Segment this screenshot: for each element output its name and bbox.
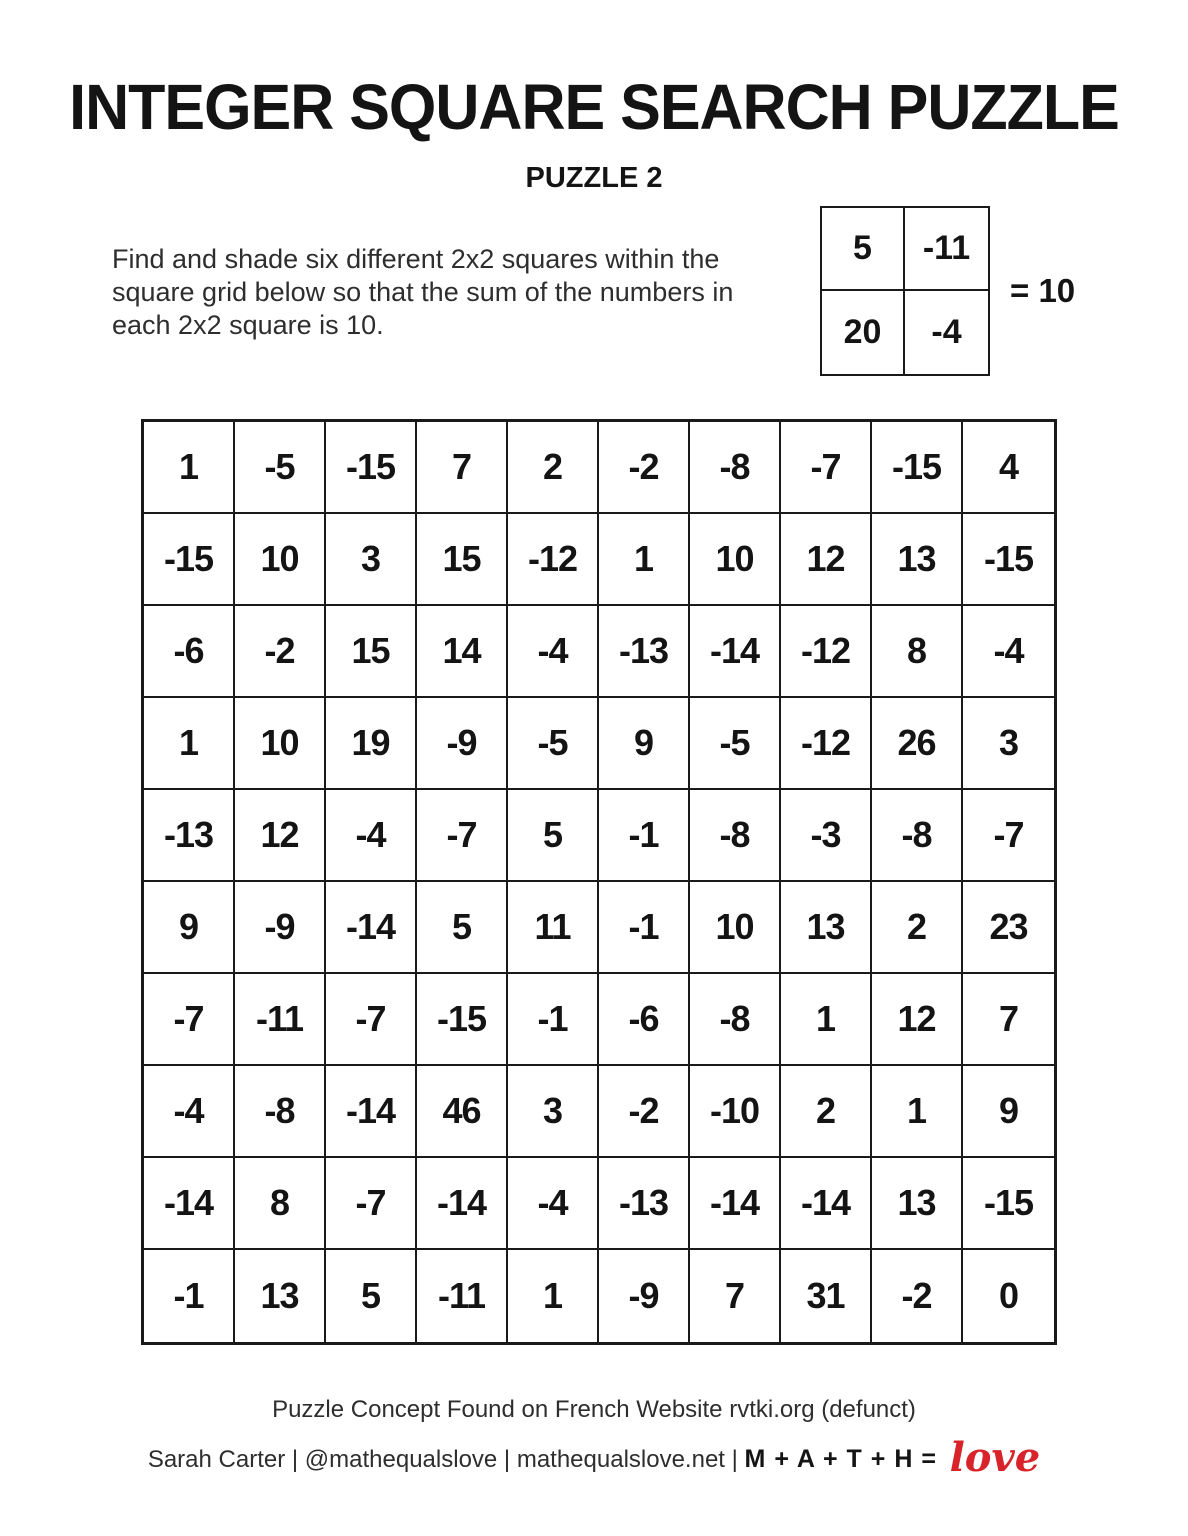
example-sum-label: = 10 xyxy=(1010,272,1076,309)
grid-cell: -4 xyxy=(144,1066,235,1158)
grid-cell: -12 xyxy=(508,514,599,606)
grid-cell: -13 xyxy=(599,1158,690,1250)
grid-cell: 5 xyxy=(417,882,508,974)
grid-cell: -15 xyxy=(963,1158,1054,1250)
grid-cell: 1 xyxy=(144,422,235,514)
footer-credit-line: Puzzle Concept Found on French Website rvtki.org (defunct) xyxy=(272,1396,916,1423)
grid-cell: -7 xyxy=(963,790,1054,882)
grid-cell: -6 xyxy=(144,606,235,698)
grid-cell: 9 xyxy=(963,1066,1054,1158)
page-title: INTEGER SQUARE SEARCH PUZZLE xyxy=(69,71,1119,143)
puzzle-number-subtitle: PUZZLE 2 xyxy=(525,162,663,194)
grid-cell: -14 xyxy=(781,1158,872,1250)
grid-cell: -2 xyxy=(872,1250,963,1342)
grid-cell: -15 xyxy=(144,514,235,606)
grid-cell: 4 xyxy=(963,422,1054,514)
grid-cell: 3 xyxy=(326,514,417,606)
grid-cell: -14 xyxy=(144,1158,235,1250)
grid-cell: -1 xyxy=(144,1250,235,1342)
grid-cell: 10 xyxy=(235,698,326,790)
grid-cell: -7 xyxy=(781,422,872,514)
grid-cell: -2 xyxy=(599,1066,690,1158)
grid-cell: 46 xyxy=(417,1066,508,1158)
grid-cell: 0 xyxy=(998,1275,1019,1316)
grid-cell: 14 xyxy=(417,606,508,698)
grid-cell: -9 xyxy=(599,1250,690,1342)
grid-cell: 10 xyxy=(690,882,781,974)
grid-cell: 9 xyxy=(599,698,690,790)
grid-cell: -10 xyxy=(690,1066,781,1158)
grid-cell: 12 xyxy=(872,974,963,1066)
grid-cell: 1 xyxy=(144,698,235,790)
example-cell: -4 xyxy=(931,313,962,351)
grid-cell: -4 xyxy=(508,1158,599,1250)
grid-cell: 23 xyxy=(963,882,1054,974)
grid-cell: -7 xyxy=(326,1158,417,1250)
grid-cell: 9 xyxy=(144,882,235,974)
grid-cell: -2 xyxy=(599,422,690,514)
grid-cell: -12 xyxy=(781,606,872,698)
grid-cell: -7 xyxy=(417,790,508,882)
grid-cell: -4 xyxy=(963,606,1054,698)
grid-cell: 1 xyxy=(872,1066,963,1158)
grid-cell: -8 xyxy=(872,790,963,882)
grid-cell: -15 xyxy=(326,422,417,514)
grid-cell: -8 xyxy=(690,790,781,882)
grid-cell: 31 xyxy=(781,1250,872,1342)
grid-cell: -11 xyxy=(417,1250,508,1342)
grid-cell: 2 xyxy=(872,882,963,974)
grid-cell: -15 xyxy=(963,514,1054,606)
love-script: love xyxy=(949,1434,1041,1481)
grid-cell: -14 xyxy=(690,1158,781,1250)
grid-cell: -14 xyxy=(326,1066,417,1158)
example-cell: 20 xyxy=(822,291,905,374)
grid-cell: -3 xyxy=(781,790,872,882)
grid-cell: 1 xyxy=(781,974,872,1066)
grid-cell: 2 xyxy=(781,1066,872,1158)
grid-cell: -1 xyxy=(508,974,599,1066)
grid-cell: 3 xyxy=(963,698,1054,790)
grid-cell: 2 xyxy=(508,422,599,514)
grid-cell: 8 xyxy=(235,1158,326,1250)
grid-cell: 13 xyxy=(235,1250,326,1342)
grid-cell: 13 xyxy=(781,882,872,974)
example-block xyxy=(820,206,1075,376)
grid-cell: 1 xyxy=(508,1250,599,1342)
grid-cell: -8 xyxy=(235,1066,326,1158)
grid-cell: 15 xyxy=(417,514,508,606)
grid-cell: -13 xyxy=(144,790,235,882)
example-2x2-grid xyxy=(820,206,990,376)
grid-cell: -12 xyxy=(781,698,872,790)
grid-cell: -4 xyxy=(326,790,417,882)
grid-cell: -7 xyxy=(144,974,235,1066)
grid-cell: -6 xyxy=(599,974,690,1066)
grid-cell: 12 xyxy=(235,790,326,882)
grid-cell: -5 xyxy=(235,422,326,514)
grid-cell: -4 xyxy=(508,606,599,698)
grid-cell: -9 xyxy=(417,698,508,790)
grid-cell: -5 xyxy=(690,698,781,790)
grid-cell: 8 xyxy=(872,606,963,698)
grid-cell: 5 xyxy=(508,790,599,882)
grid-cell: 10 xyxy=(690,514,781,606)
grid-cell: 19 xyxy=(326,698,417,790)
grid-cell: 13 xyxy=(872,514,963,606)
grid-cell: -11 xyxy=(235,974,326,1066)
grid-cell: -14 xyxy=(690,606,781,698)
grid-cell: 7 xyxy=(690,1250,781,1342)
instructions-text: Find and shade six different 2x2 squares within the square grid below so that the sum of the numbers in each 2x2 square is 10. xyxy=(112,244,734,340)
grid-cell: 10 xyxy=(235,514,326,606)
grid-cell: -7 xyxy=(326,974,417,1066)
grid-cell: -2 xyxy=(235,606,326,698)
number-grid xyxy=(141,419,1057,1345)
grid-cell: 1 xyxy=(599,514,690,606)
grid-cell: -14 xyxy=(417,1158,508,1250)
grid-cell: 3 xyxy=(508,1066,599,1158)
grid-cell: 5 xyxy=(326,1250,417,1342)
grid-cell: -8 xyxy=(690,422,781,514)
grid-cell: -8 xyxy=(690,974,781,1066)
grid-cell: -15 xyxy=(872,422,963,514)
math-equals-text: M + A + T + H = xyxy=(744,1445,937,1473)
grid-cell: 11 xyxy=(508,882,599,974)
example-cell: -11 xyxy=(905,208,988,291)
footer-author-line xyxy=(0,1430,1188,1481)
grid-cell: 13 xyxy=(872,1158,963,1250)
grid-cell: 15 xyxy=(326,606,417,698)
grid-cell: -1 xyxy=(599,790,690,882)
grid-cell: -14 xyxy=(326,882,417,974)
grid-cell: 26 xyxy=(872,698,963,790)
grid-cell: -15 xyxy=(417,974,508,1066)
grid-cell: -13 xyxy=(599,606,690,698)
grid-cell: -5 xyxy=(508,698,599,790)
grid-cell: 7 xyxy=(417,422,508,514)
example-cell: 5 xyxy=(822,208,905,291)
grid-cell: -9 xyxy=(235,882,326,974)
grid-cell: 12 xyxy=(781,514,872,606)
grid-cell: -1 xyxy=(599,882,690,974)
grid-cell: 7 xyxy=(963,974,1054,1066)
footer-author-text: Sarah Carter | @mathequalslove | mathequalslove.net | xyxy=(147,1446,745,1473)
